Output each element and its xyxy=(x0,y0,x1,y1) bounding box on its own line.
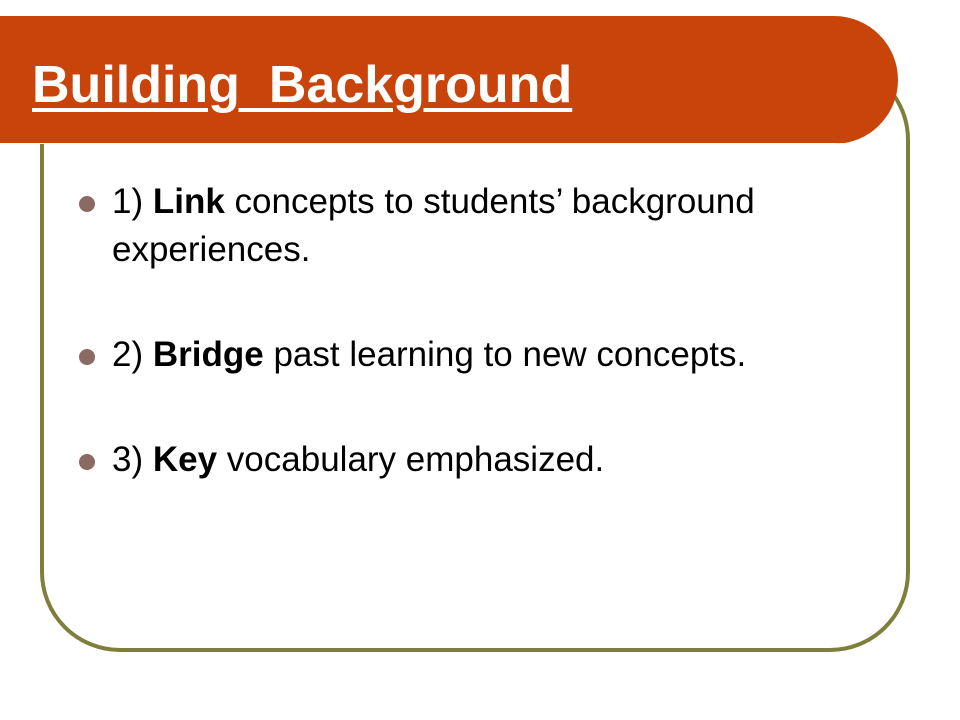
bullet-text xyxy=(112,335,746,374)
bullet-rest: vocabulary emphasized. xyxy=(217,440,605,479)
bullet-keyword: Link xyxy=(152,182,225,221)
bullet-rest: concepts to students’ background experiences. xyxy=(112,182,755,269)
bullet-item xyxy=(76,178,896,274)
bullet-prefix: 3) xyxy=(112,440,153,479)
bullet-rest: past learning to new concepts. xyxy=(263,335,747,374)
bullet-keyword: Key xyxy=(152,440,218,479)
bullet-text xyxy=(112,440,604,479)
bullet-dot xyxy=(79,196,95,212)
bullet-dot xyxy=(79,454,95,470)
bullet-item xyxy=(76,436,896,484)
bullet-keyword: Bridge xyxy=(152,335,264,374)
slide-title: Building Background xyxy=(32,56,573,114)
bullet-list xyxy=(76,178,896,484)
bullet-text xyxy=(112,182,755,269)
bullet-prefix: 1) xyxy=(112,182,153,221)
bullet-dot xyxy=(79,349,95,365)
bullet-prefix: 2) xyxy=(112,335,153,374)
title-bar xyxy=(0,16,898,144)
title-underline-rule xyxy=(0,143,850,144)
bullet-item xyxy=(76,331,896,379)
